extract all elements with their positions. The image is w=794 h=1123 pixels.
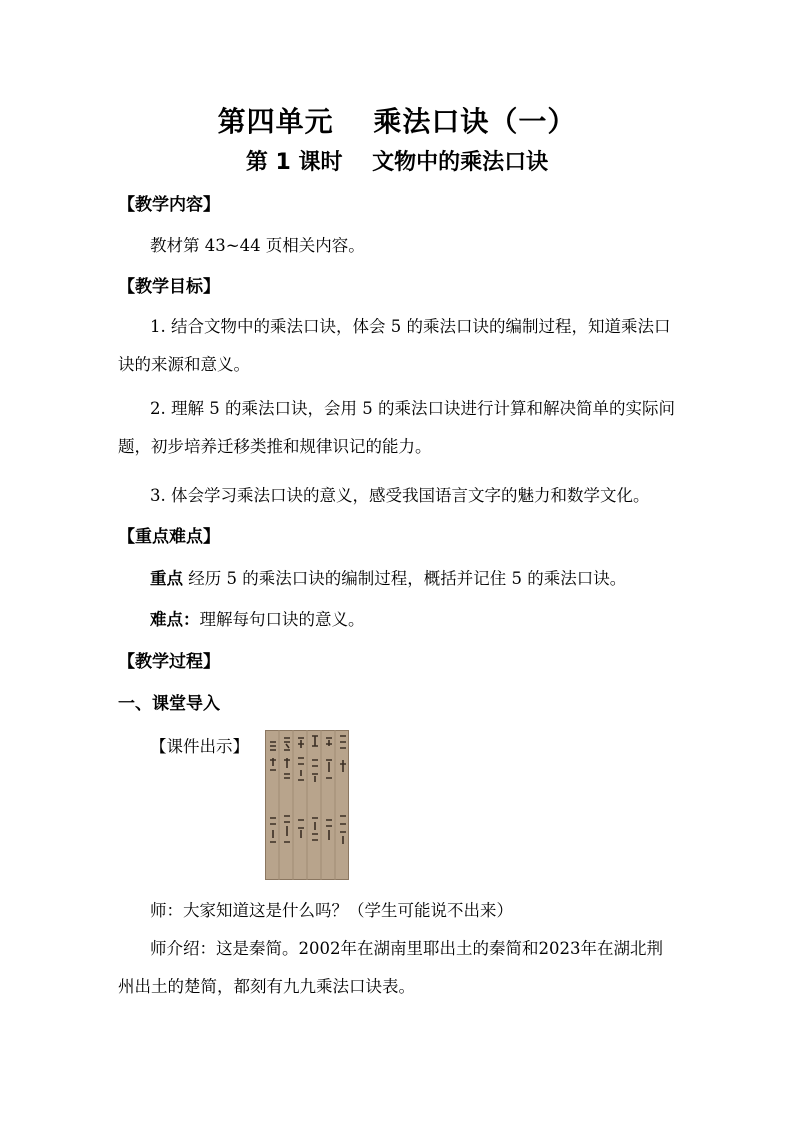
- teacher-intro: 师介绍：这是秦简。2002年在湖南里耶出土的秦简和2023年在湖北荆州出土的楚简，都刻有九九乘法口诀表。: [118, 939, 663, 996]
- difficulty-point: [150, 606, 365, 630]
- section-head-process: 【教学过程】: [118, 652, 220, 672]
- lesson-title: 第 1 课时 文物中的乘法口诀: [245, 150, 549, 175]
- teacher-question: 师：大家知道这是什么吗？（学生可能说不出来）: [150, 901, 513, 920]
- goal-1: 1. 结合文物中的乘法口诀，体会 5 的乘法口诀的编制过程，知道乘法口诀的来源和意义。: [118, 317, 671, 374]
- unit-title: 第四单元 乘法口诀（一）: [217, 105, 577, 138]
- section-head-key: 【重点难点】: [118, 527, 220, 547]
- bamboo-slip-image: [265, 730, 349, 880]
- goal-2: 2. 理解 5 的乘法口诀，会用 5 的乘法口诀进行计算和解决简单的实际问题，初步培养迁移类推和规律识记的能力。: [118, 399, 675, 456]
- key-point: [150, 565, 626, 589]
- part-1-head: 一、课堂导入: [118, 694, 220, 714]
- goal-3: 3. 体会学习乘法口诀的意义，感受我国语言文字的魅力和数学文化。: [150, 486, 650, 505]
- difficulty-text: 理解每句口诀的意义。: [199, 610, 365, 629]
- section-head-goals: 【教学目标】: [118, 277, 220, 297]
- section-head-content: 【教学内容】: [118, 195, 220, 215]
- difficulty-label: 难点：: [150, 610, 200, 629]
- key-label: 重点: [150, 569, 183, 588]
- slide-label: 【课件出示】: [150, 737, 249, 756]
- key-text: 经历 5 的乘法口诀的编制过程，概括并记住 5 的乘法口诀。: [188, 569, 627, 588]
- content-text: 教材第 43~44 页相关内容。: [150, 236, 365, 255]
